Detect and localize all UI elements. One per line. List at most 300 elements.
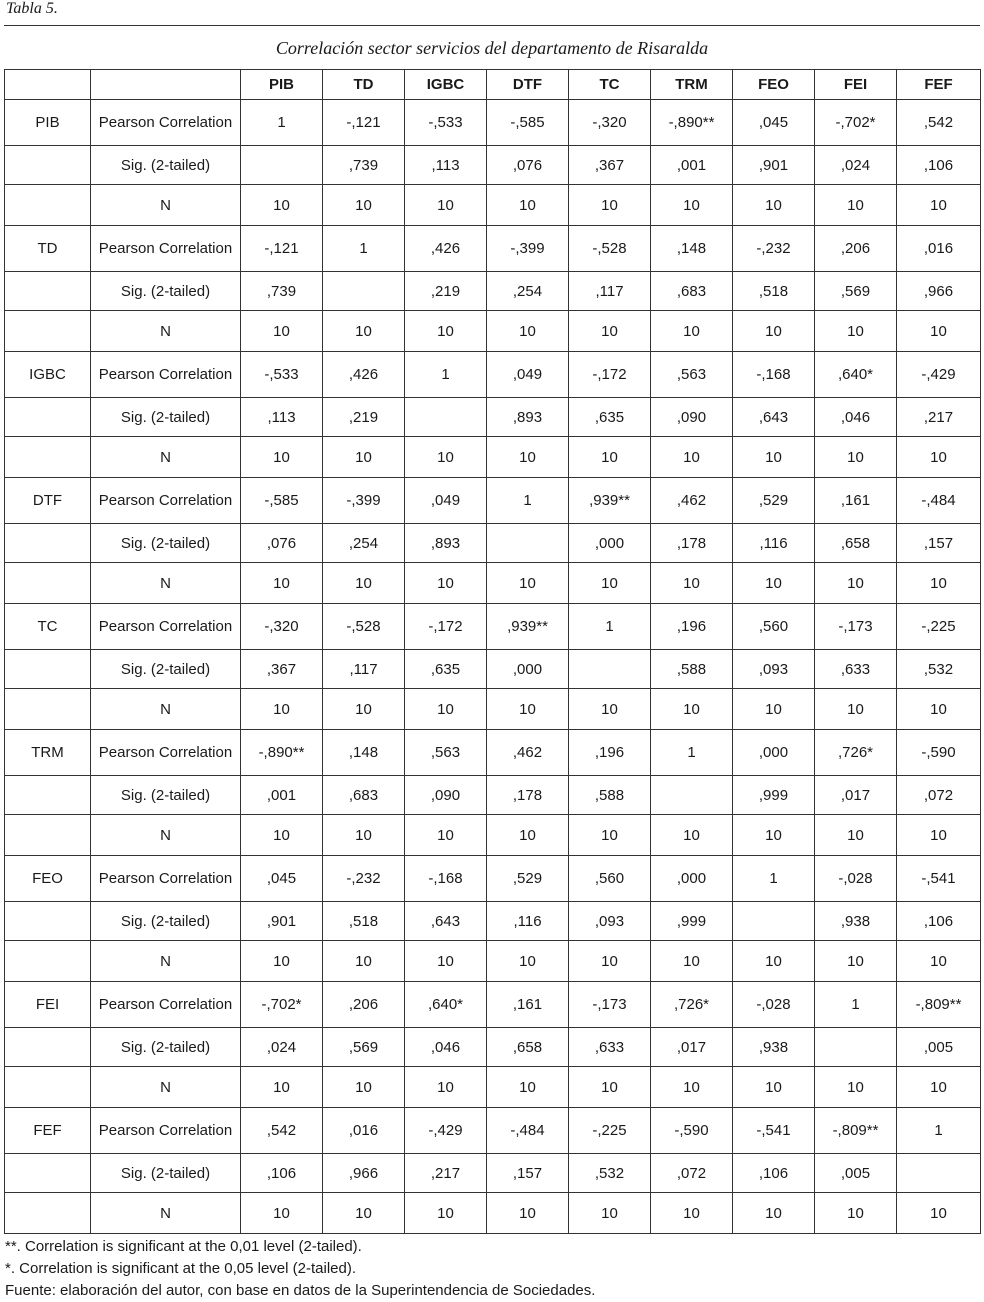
value-cell: 10 [323, 689, 405, 730]
value-cell: -,172 [569, 352, 651, 398]
value-cell: -,232 [323, 856, 405, 902]
value-cell: ,726* [651, 982, 733, 1028]
value-cell: 1 [569, 604, 651, 650]
variable-label [5, 437, 91, 478]
value-cell: ,148 [651, 226, 733, 272]
value-cell: ,076 [241, 524, 323, 563]
value-cell: ,529 [487, 856, 569, 902]
value-cell: -,028 [733, 982, 815, 1028]
variable-label [5, 689, 91, 730]
variable-label [5, 563, 91, 604]
value-cell: ,938 [815, 902, 897, 941]
value-cell: 10 [323, 563, 405, 604]
value-cell: -,702* [241, 982, 323, 1028]
value-cell: ,106 [897, 902, 981, 941]
table-row [5, 478, 981, 524]
value-cell: 1 [487, 478, 569, 524]
value-cell: 1 [651, 730, 733, 776]
value-cell: -,028 [815, 856, 897, 902]
value-cell: 10 [323, 1067, 405, 1108]
value-cell: ,072 [651, 1154, 733, 1193]
value-cell: ,072 [897, 776, 981, 815]
value-cell: ,016 [897, 226, 981, 272]
value-cell [487, 524, 569, 563]
value-cell: ,093 [733, 650, 815, 689]
value-cell: ,045 [241, 856, 323, 902]
value-cell: ,901 [733, 146, 815, 185]
value-cell: 10 [487, 437, 569, 478]
value-cell [405, 398, 487, 437]
value-cell: 10 [569, 311, 651, 352]
variable-label: TRM [5, 730, 91, 776]
value-cell: ,024 [815, 146, 897, 185]
value-cell: ,563 [405, 730, 487, 776]
value-cell: -,533 [241, 352, 323, 398]
value-cell: 10 [487, 563, 569, 604]
value-cell: ,005 [897, 1028, 981, 1067]
value-cell: -,429 [897, 352, 981, 398]
value-cell: 10 [897, 437, 981, 478]
value-cell: ,017 [815, 776, 897, 815]
value-cell: 10 [733, 1193, 815, 1234]
table-row [5, 856, 981, 902]
value-cell: 10 [651, 563, 733, 604]
variable-label: FEI [5, 982, 91, 1028]
table-row [5, 100, 981, 146]
variable-label [5, 185, 91, 226]
value-cell: ,161 [815, 478, 897, 524]
value-cell: 10 [405, 437, 487, 478]
value-cell: 1 [897, 1108, 981, 1154]
table-row [5, 437, 981, 478]
value-cell: 1 [815, 982, 897, 1028]
value-cell: -,528 [569, 226, 651, 272]
value-cell: 10 [733, 941, 815, 982]
value-cell: -,121 [323, 100, 405, 146]
statistic-label: Pearson Correlation [91, 982, 241, 1028]
variable-label [5, 1067, 91, 1108]
value-cell: -,809** [897, 982, 981, 1028]
value-cell: ,532 [569, 1154, 651, 1193]
table-row [5, 730, 981, 776]
value-cell: 10 [651, 689, 733, 730]
variable-label [5, 941, 91, 982]
value-cell: -,585 [241, 478, 323, 524]
correlation-table [4, 69, 981, 1234]
value-cell: ,045 [733, 100, 815, 146]
statistic-label: Sig. (2-tailed) [91, 902, 241, 941]
value-cell: 10 [569, 815, 651, 856]
value-cell: -,225 [897, 604, 981, 650]
value-cell: -,809** [815, 1108, 897, 1154]
variable-label: TD [5, 226, 91, 272]
value-cell: 10 [897, 815, 981, 856]
value-cell: ,966 [897, 272, 981, 311]
statistic-label: N [91, 563, 241, 604]
column-header: TRM [651, 70, 733, 100]
value-cell: ,157 [897, 524, 981, 563]
value-cell: 10 [733, 689, 815, 730]
value-cell: ,893 [487, 398, 569, 437]
value-cell: -,541 [733, 1108, 815, 1154]
value-cell: 10 [241, 689, 323, 730]
statistic-label: Pearson Correlation [91, 730, 241, 776]
value-cell: ,217 [405, 1154, 487, 1193]
value-cell: -,590 [651, 1108, 733, 1154]
value-cell: -,320 [241, 604, 323, 650]
value-cell: ,542 [897, 100, 981, 146]
statistic-label: N [91, 311, 241, 352]
variable-label [5, 1028, 91, 1067]
value-cell: ,219 [323, 398, 405, 437]
value-cell: ,161 [487, 982, 569, 1028]
value-cell: ,966 [323, 1154, 405, 1193]
value-cell: ,106 [733, 1154, 815, 1193]
value-cell: -,320 [569, 100, 651, 146]
value-cell: ,148 [323, 730, 405, 776]
value-cell: 10 [241, 437, 323, 478]
value-cell: 10 [651, 1193, 733, 1234]
variable-label [5, 524, 91, 563]
value-cell: ,901 [241, 902, 323, 941]
table-row [5, 902, 981, 941]
value-cell: 10 [815, 563, 897, 604]
value-cell: 10 [733, 1067, 815, 1108]
variable-label: FEF [5, 1108, 91, 1154]
value-cell: 10 [241, 563, 323, 604]
value-cell: 10 [897, 311, 981, 352]
value-cell: ,635 [405, 650, 487, 689]
statistic-label: Pearson Correlation [91, 604, 241, 650]
value-cell: -,399 [323, 478, 405, 524]
value-cell: ,518 [733, 272, 815, 311]
value-cell [569, 650, 651, 689]
value-cell: 10 [487, 1067, 569, 1108]
table-row [5, 689, 981, 730]
table-row [5, 982, 981, 1028]
statistic-label: Sig. (2-tailed) [91, 650, 241, 689]
value-cell: ,893 [405, 524, 487, 563]
statistic-label: N [91, 1193, 241, 1234]
value-cell: -,232 [733, 226, 815, 272]
value-cell: ,106 [241, 1154, 323, 1193]
value-cell: 10 [323, 941, 405, 982]
value-cell: 10 [815, 1067, 897, 1108]
value-cell: 1 [405, 352, 487, 398]
table-row [5, 563, 981, 604]
statistic-label: Sig. (2-tailed) [91, 1028, 241, 1067]
value-cell: 10 [487, 311, 569, 352]
value-cell: 10 [733, 311, 815, 352]
value-cell: ,640* [405, 982, 487, 1028]
table-row [5, 1108, 981, 1154]
value-cell: ,254 [487, 272, 569, 311]
value-cell [897, 1154, 981, 1193]
value-cell: ,106 [897, 146, 981, 185]
table-caption: Correlación sector servicios del departamento de Risaralda [275, 38, 709, 58]
value-cell: 10 [405, 185, 487, 226]
value-cell: 10 [241, 1067, 323, 1108]
column-header: DTF [487, 70, 569, 100]
value-cell: 10 [897, 185, 981, 226]
value-cell: ,658 [487, 1028, 569, 1067]
statistic-label: N [91, 185, 241, 226]
value-cell: 10 [405, 563, 487, 604]
table-row [5, 185, 981, 226]
value-cell: 10 [323, 1193, 405, 1234]
value-cell: 10 [487, 941, 569, 982]
value-cell: ,005 [815, 1154, 897, 1193]
value-cell [815, 1028, 897, 1067]
column-header: FEO [733, 70, 815, 100]
statistic-label: Pearson Correlation [91, 226, 241, 272]
value-cell: 10 [815, 1193, 897, 1234]
value-cell: 10 [405, 1193, 487, 1234]
note-significance-001: **. Correlation is significant at the 0,01 level (2-tailed). [5, 1238, 362, 1255]
value-cell: -,484 [487, 1108, 569, 1154]
value-cell: -,225 [569, 1108, 651, 1154]
value-cell: ,529 [733, 478, 815, 524]
variable-label [5, 146, 91, 185]
column-header: FEF [897, 70, 981, 100]
value-cell: 10 [405, 815, 487, 856]
variable-label [5, 902, 91, 941]
value-cell: 10 [897, 941, 981, 982]
value-cell: 10 [897, 1193, 981, 1234]
value-cell: 10 [487, 689, 569, 730]
value-cell: 10 [815, 311, 897, 352]
variable-label [5, 1193, 91, 1234]
value-cell: ,518 [323, 902, 405, 941]
value-cell: ,093 [569, 902, 651, 941]
table-row [5, 1193, 981, 1234]
value-cell: 10 [815, 185, 897, 226]
table-row [5, 604, 981, 650]
statistic-label: Sig. (2-tailed) [91, 524, 241, 563]
corner-cell-stat [91, 70, 241, 100]
statistic-label: Pearson Correlation [91, 1108, 241, 1154]
value-cell: 10 [651, 437, 733, 478]
value-cell: ,939** [569, 478, 651, 524]
statistic-label: Pearson Correlation [91, 478, 241, 524]
value-cell: -,590 [897, 730, 981, 776]
value-cell: ,000 [651, 856, 733, 902]
value-cell: 10 [651, 1067, 733, 1108]
value-cell: 10 [569, 185, 651, 226]
column-header: TD [323, 70, 405, 100]
value-cell: ,726* [815, 730, 897, 776]
variable-label [5, 272, 91, 311]
value-cell: 10 [569, 1067, 651, 1108]
value-cell: 10 [569, 437, 651, 478]
value-cell: 10 [815, 815, 897, 856]
value-cell: ,049 [405, 478, 487, 524]
value-cell: ,206 [323, 982, 405, 1028]
value-cell: -,399 [487, 226, 569, 272]
value-cell: ,563 [651, 352, 733, 398]
value-cell: ,999 [651, 902, 733, 941]
value-cell: 10 [733, 815, 815, 856]
value-cell: ,643 [733, 398, 815, 437]
value-cell: ,560 [569, 856, 651, 902]
value-cell: -,168 [733, 352, 815, 398]
value-cell: ,000 [487, 650, 569, 689]
value-cell: 10 [405, 689, 487, 730]
value-cell: ,196 [651, 604, 733, 650]
value-cell: ,017 [651, 1028, 733, 1067]
variable-label [5, 1154, 91, 1193]
statistic-label: N [91, 1067, 241, 1108]
value-cell: 10 [487, 815, 569, 856]
value-cell: ,999 [733, 776, 815, 815]
table-notes [5, 1236, 595, 1302]
variable-label: TC [5, 604, 91, 650]
value-cell: 10 [405, 311, 487, 352]
value-cell [241, 146, 323, 185]
value-cell: 10 [569, 1193, 651, 1234]
value-cell: ,090 [651, 398, 733, 437]
value-cell: ,219 [405, 272, 487, 311]
statistic-label: Sig. (2-tailed) [91, 146, 241, 185]
value-cell: ,939** [487, 604, 569, 650]
column-header: TC [569, 70, 651, 100]
variable-label [5, 650, 91, 689]
value-cell: 10 [487, 185, 569, 226]
value-cell: ,116 [733, 524, 815, 563]
value-cell: ,739 [241, 272, 323, 311]
value-cell: -,890** [651, 100, 733, 146]
value-cell: -,702* [815, 100, 897, 146]
statistic-label: N [91, 815, 241, 856]
value-cell: ,016 [323, 1108, 405, 1154]
value-cell: 10 [897, 689, 981, 730]
value-cell: ,113 [241, 398, 323, 437]
statistic-label: N [91, 689, 241, 730]
value-cell: 10 [897, 1067, 981, 1108]
value-cell: ,532 [897, 650, 981, 689]
value-cell: -,173 [815, 604, 897, 650]
statistic-label: Sig. (2-tailed) [91, 272, 241, 311]
value-cell: -,173 [569, 982, 651, 1028]
value-cell: ,588 [569, 776, 651, 815]
corner-cell-var [5, 70, 91, 100]
table-body [5, 100, 981, 1234]
value-cell: ,000 [733, 730, 815, 776]
value-cell: 10 [323, 311, 405, 352]
value-cell: ,024 [241, 1028, 323, 1067]
value-cell: ,588 [651, 650, 733, 689]
value-cell: 1 [733, 856, 815, 902]
value-cell: -,533 [405, 100, 487, 146]
value-cell [323, 272, 405, 311]
note-source: Fuente: elaboración del autor, con base en datos de la Superintendencia de Sociedades. [5, 1282, 596, 1299]
value-cell: 10 [569, 689, 651, 730]
variable-label [5, 311, 91, 352]
value-cell: ,462 [487, 730, 569, 776]
value-cell: 1 [323, 226, 405, 272]
value-cell: ,117 [323, 650, 405, 689]
table-row [5, 776, 981, 815]
value-cell: ,178 [487, 776, 569, 815]
value-cell: 10 [569, 563, 651, 604]
value-cell: 10 [733, 563, 815, 604]
value-cell: 10 [241, 815, 323, 856]
column-header: FEI [815, 70, 897, 100]
value-cell: -,429 [405, 1108, 487, 1154]
table-row [5, 398, 981, 437]
value-cell: ,113 [405, 146, 487, 185]
variable-label: DTF [5, 478, 91, 524]
note-significance-005: *. Correlation is significant at the 0,05 level (2-tailed). [5, 1260, 357, 1277]
value-cell: -,890** [241, 730, 323, 776]
table-row [5, 1067, 981, 1108]
statistic-label: Pearson Correlation [91, 352, 241, 398]
value-cell: ,683 [323, 776, 405, 815]
statistic-label: Sig. (2-tailed) [91, 398, 241, 437]
value-cell: ,542 [241, 1108, 323, 1154]
value-cell: ,560 [733, 604, 815, 650]
value-cell: ,569 [815, 272, 897, 311]
value-cell: ,001 [651, 146, 733, 185]
value-cell: ,178 [651, 524, 733, 563]
value-cell: 10 [897, 563, 981, 604]
value-cell: 10 [487, 1193, 569, 1234]
top-rule [4, 25, 980, 26]
value-cell [651, 776, 733, 815]
table-row [5, 272, 981, 311]
value-cell: ,116 [487, 902, 569, 941]
value-cell [733, 902, 815, 941]
value-cell: ,196 [569, 730, 651, 776]
statistic-label: N [91, 437, 241, 478]
table-row [5, 352, 981, 398]
value-cell: ,049 [487, 352, 569, 398]
value-cell: -,585 [487, 100, 569, 146]
value-cell: ,635 [569, 398, 651, 437]
value-cell: ,426 [323, 352, 405, 398]
value-cell: ,254 [323, 524, 405, 563]
value-cell: 10 [651, 311, 733, 352]
value-cell: 10 [733, 185, 815, 226]
value-cell: 10 [323, 437, 405, 478]
value-cell: 10 [241, 1193, 323, 1234]
value-cell: ,643 [405, 902, 487, 941]
variable-label [5, 398, 91, 437]
value-cell: ,938 [733, 1028, 815, 1067]
value-cell: ,633 [815, 650, 897, 689]
variable-label: IGBC [5, 352, 91, 398]
statistic-label: Pearson Correlation [91, 856, 241, 902]
value-cell: 10 [241, 311, 323, 352]
value-cell: ,001 [241, 776, 323, 815]
value-cell: -,528 [323, 604, 405, 650]
value-cell: 10 [405, 1067, 487, 1108]
value-cell: ,000 [569, 524, 651, 563]
table-row [5, 524, 981, 563]
value-cell: -,121 [241, 226, 323, 272]
table-row [5, 941, 981, 982]
value-cell: 1 [241, 100, 323, 146]
variable-label: PIB [5, 100, 91, 146]
value-cell: 10 [405, 941, 487, 982]
header-row [5, 70, 981, 100]
value-cell: 10 [651, 185, 733, 226]
value-cell: ,739 [323, 146, 405, 185]
value-cell: ,206 [815, 226, 897, 272]
table-row [5, 815, 981, 856]
variable-label: FEO [5, 856, 91, 902]
value-cell: -,172 [405, 604, 487, 650]
